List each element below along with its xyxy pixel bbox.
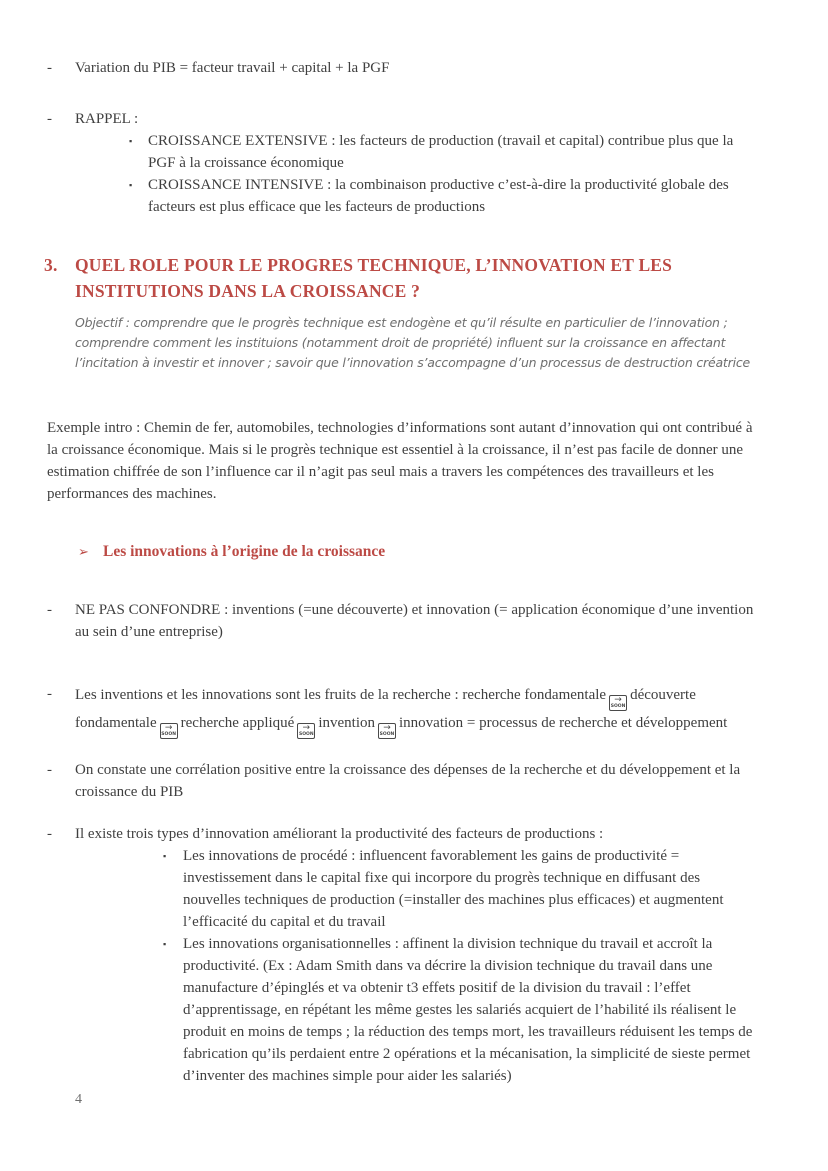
soon-arrow-icon: [609, 695, 627, 711]
soon-arrow-label: SOON: [161, 732, 176, 737]
square-bullet-marker: ▪: [163, 851, 167, 861]
recherche-segment-2: découverte fondamentale: [75, 687, 696, 731]
recherche-segment-1: Les inventions et les innovations sont les fruits de la recherche : recherche fondamentale: [75, 687, 607, 703]
soon-arrow-label: SOON: [379, 732, 395, 737]
section-3-number: 3.: [44, 255, 58, 275]
intro-paragraph: Exemple intro : Chemin de fer, automobiles, technologies d’informations sont autant d’innovation qui ont contribué à la croissance économique. Mais si le progrès technique est essentiel à la croissance, il n’est pas facile de donner une estimation chiffrée de son l’influence car il n’agit pas seul mais a travers les compétences des travailleurs et les performances des machines.: [47, 420, 753, 502]
soon-arrow-label: SOON: [610, 704, 626, 709]
dash-bullet-marker: -: [47, 826, 52, 842]
square-bullet-marker: ▪: [163, 939, 167, 949]
bullet-croissance-extensive: [129, 130, 760, 174]
soon-arrow-icon: [297, 723, 315, 739]
soon-arrow-glyph: →: [164, 723, 173, 733]
bullet-innovations-organisationnelles: [163, 933, 760, 1087]
soon-arrow-icon: [378, 723, 396, 739]
section-3-heading: [44, 252, 760, 304]
bullet-trois-types-text: Il existe trois types d’innovation améliorant la productivité des facteurs de productions :: [75, 826, 604, 842]
square-bullet-marker: ▪: [129, 180, 133, 190]
recherche-segment-3: recherche appliqué: [180, 715, 295, 731]
page-number: 4: [75, 1092, 82, 1107]
dash-bullet-marker: -: [47, 602, 52, 618]
bullet-variation-pib-text: Variation du PIB = facteur travail + capital + la PGF: [75, 60, 390, 76]
dash-bullet-marker: -: [47, 111, 52, 127]
subheading-innovations-origine: [78, 541, 760, 563]
bullet-rappel: [47, 108, 760, 130]
recherche-segment-4: invention: [318, 715, 375, 731]
recherche-segment-5: innovation = processus de recherche et développement: [399, 715, 728, 731]
soon-arrow-icon: [160, 723, 178, 739]
bullet-croissance-intensive: [129, 174, 760, 218]
bullet-croissance-intensive-text: CROISSANCE INTENSIVE : la combinaison productive c’est-à-dire la productivité globale des facteurs est plus efficace que les facteurs de productions: [148, 177, 729, 215]
bullet-fruits-recherche: [47, 683, 760, 739]
subheading-innovations-origine-text: Les innovations à l’origine de la croissance: [103, 543, 386, 560]
bullet-rappel-label: RAPPEL :: [75, 111, 139, 127]
soon-arrow-glyph: →: [302, 723, 311, 733]
bullet-innovations-procede-text: Les innovations de procédé : influencent favorablement les gains de productivité = investissement dans le capital fixe qui incorpore du progrès technique en diffusant des nouvelles techniques de production (=installer des machines plus efficaces) et augmentent l’efficacité du capital et du travail: [183, 848, 724, 930]
soon-arrow-label: SOON: [298, 732, 314, 737]
soon-arrow-glyph: →: [383, 723, 391, 733]
dash-bullet-marker: -: [47, 686, 52, 702]
dash-bullet-marker: -: [47, 60, 52, 76]
bullet-correlation-text: On constate une corrélation positive entre la croissance des dépenses de la recherche et du développement et la croissance du PIB: [75, 762, 741, 800]
bullet-ne-pas-confondre: [47, 599, 760, 643]
bullet-croissance-extensive-text: CROISSANCE EXTENSIVE : les facteurs de production (travail et capital) contribue plus que la PGF à la croissance économique: [148, 133, 734, 171]
bullet-correlation: [47, 759, 760, 803]
bullet-trois-types: [47, 823, 760, 845]
section-3-objective: Objectif : comprendre que le progrès technique est endogène et qu’il résulte en particulier de l’innovation ; comprendre comment les instituions (notamment droit de propriété) influent sur la croissance en affectant l’incitation à investir et innover ; savoir que l’innovation s’accompagne d’un processus de destruction créatrice: [75, 315, 751, 370]
bullet-innovations-procede: [163, 845, 760, 933]
bullet-ne-pas-confondre-text: NE PAS CONFONDRE : inventions (=une découverte) et innovation (= application économique d’une invention au sein d’une entreprise): [75, 602, 754, 640]
arrowhead-bullet-icon: ➢: [78, 544, 89, 559]
dash-bullet-marker: -: [47, 762, 52, 778]
bullet-variation-pib: [47, 57, 760, 79]
bullet-innovations-organisationnelles-text: Les innovations organisationnelles : affinent la division technique du travail et accroît la productivité. (Ex : Adam Smith dans va décrire la division technique du travail dans une manufacture d’épinglés et va obtenir t3 effets positif de la division du travail : l’effet d’apprentissage, en répétant les même gestes les salariés acquiert de l’habilité ils réalisent le produit en moins de temps ; la réduction des temps mort, les travailleurs réduisent les temps de fabrication qu’ils perdaient entre 2 opérations et la mécanisation, la simplicité de sieste permet d’inventer des machines simple pour aider les salariés): [183, 936, 753, 1084]
bullet-fruits-recherche-text: [75, 683, 760, 739]
square-bullet-marker: ▪: [129, 136, 133, 146]
section-3-title: QUEL ROLE POUR LE PROGRES TECHNIQUE, L’INNOVATION ET LES INSTITUTIONS DANS LA CROISSANCE ?: [75, 255, 673, 301]
soon-arrow-glyph: →: [614, 695, 622, 705]
